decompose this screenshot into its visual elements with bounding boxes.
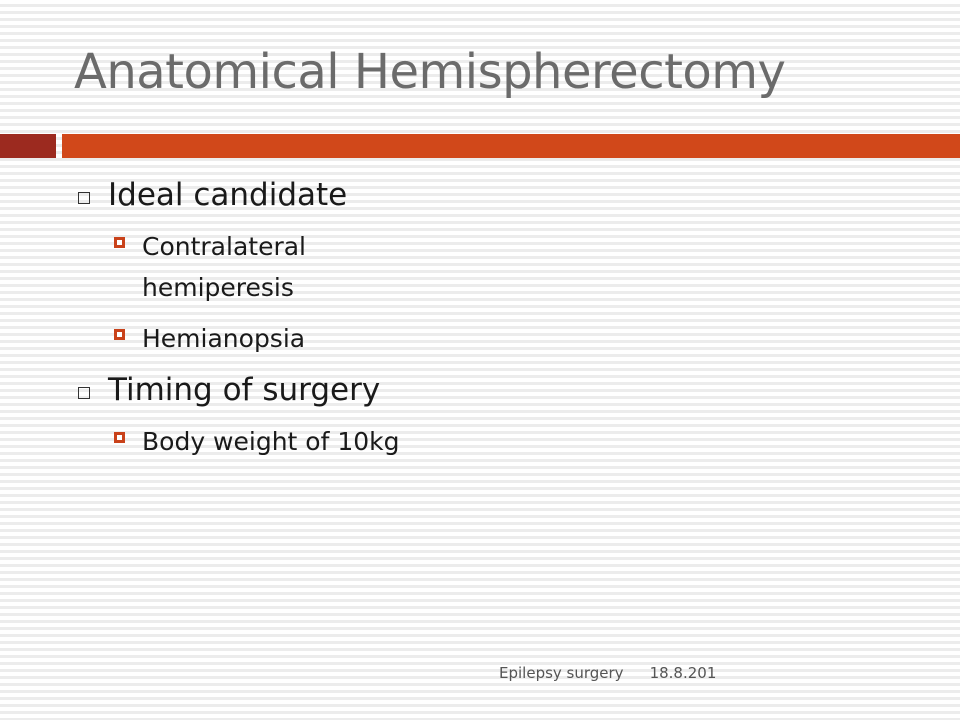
accent-bar-dark <box>0 134 56 158</box>
sub-bullet-text: Hemianopsia <box>142 324 306 353</box>
bullet-text: Ideal candidate <box>108 177 348 213</box>
filled-square-bullet-icon <box>114 237 125 248</box>
filled-square-bullet-icon <box>114 329 125 340</box>
filled-square-bullet-icon <box>114 432 125 443</box>
square-bullet-icon <box>78 387 90 399</box>
bullet-list <box>74 174 774 472</box>
footer-date: 18.8.201 <box>649 664 717 682</box>
sub-bullet-item <box>114 226 774 308</box>
accent-bar <box>62 134 960 158</box>
bullet-item <box>74 369 774 411</box>
sub-bullet-text: Contralateral hemiperesis <box>142 232 306 302</box>
sub-bullet-item <box>114 318 774 359</box>
slide-title: Anatomical Hemispherectomy <box>74 44 786 100</box>
sub-bullet-item <box>114 421 774 462</box>
slide-footer <box>499 664 716 682</box>
sub-bullet-text: Body weight of 10kg <box>142 427 400 456</box>
bullet-text: Timing of surgery <box>108 372 381 408</box>
footer-label: Epilepsy surgery <box>499 664 624 682</box>
bullet-item <box>74 174 774 216</box>
square-bullet-icon <box>78 192 90 204</box>
